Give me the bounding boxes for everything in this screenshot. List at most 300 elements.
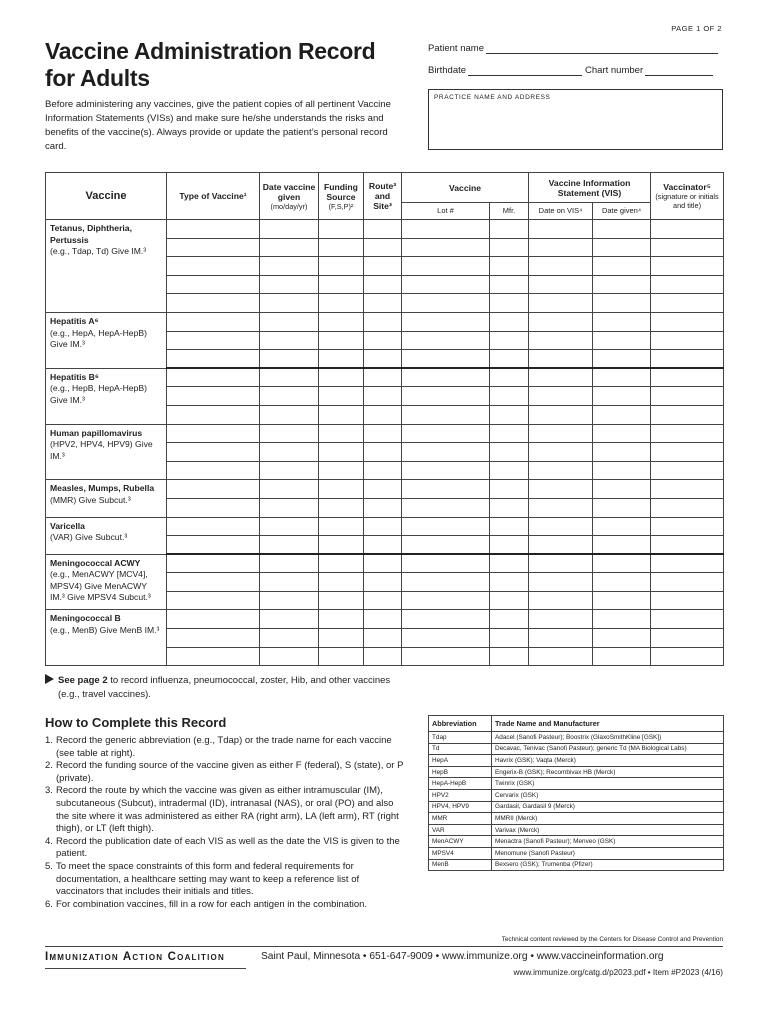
record-entry-cell[interactable]: [319, 610, 364, 629]
record-entry-cell[interactable]: [260, 610, 319, 629]
record-entry-cell[interactable]: [529, 312, 593, 331]
record-entry-cell[interactable]: [167, 647, 260, 666]
record-entry-cell[interactable]: [529, 350, 593, 369]
record-entry-cell[interactable]: [167, 443, 260, 462]
record-row: [46, 480, 724, 499]
abbr-code: VAR: [429, 824, 492, 836]
record-entry-cell[interactable]: [260, 461, 319, 480]
record-entry-cell[interactable]: [260, 387, 319, 406]
record-entry-cell[interactable]: [651, 424, 724, 443]
vaccine-name: Meningococcal B: [50, 613, 121, 624]
record-entry-cell[interactable]: [651, 573, 724, 592]
record-entry-cell[interactable]: [364, 331, 402, 350]
record-entry-cell[interactable]: [260, 405, 319, 424]
record-entry-cell[interactable]: [260, 312, 319, 331]
abbr-row: [429, 847, 724, 859]
record-entry-cell[interactable]: [593, 294, 651, 313]
step-number: 3.: [45, 785, 53, 797]
howto-step: [45, 760, 405, 785]
abbr-row: [429, 824, 724, 836]
record-entry-cell[interactable]: [260, 443, 319, 462]
record-entry-cell[interactable]: [167, 275, 260, 294]
record-entry-cell[interactable]: [364, 257, 402, 276]
record-entry-cell[interactable]: [364, 480, 402, 499]
footer-divider: [45, 946, 723, 947]
record-entry-cell[interactable]: [167, 461, 260, 480]
vaccine-name: Hepatitis B⁶: [50, 371, 99, 382]
record-entry-cell[interactable]: [402, 350, 490, 369]
record-entry-cell[interactable]: [260, 424, 319, 443]
record-entry-cell[interactable]: [364, 387, 402, 406]
record-entry-cell[interactable]: [319, 405, 364, 424]
record-entry-cell[interactable]: [651, 405, 724, 424]
vaccine-cell: [46, 220, 167, 313]
record-entry-cell[interactable]: [529, 257, 593, 276]
record-entry-cell[interactable]: [319, 517, 364, 536]
vaccine-cell: [46, 554, 167, 610]
howto-step: [45, 735, 405, 760]
abbr-row: [429, 789, 724, 801]
abbr-header-abbreviation: Abbreviation: [429, 716, 492, 732]
abbr-trade-name: MMRII (Merck): [492, 813, 724, 825]
record-entry-cell[interactable]: [651, 498, 724, 517]
record-row: [46, 312, 724, 331]
step-text: Record the funding source of the vaccine given as either F (federal), S (state), or P (private).: [56, 760, 404, 784]
record-entry-cell[interactable]: [593, 517, 651, 536]
record-entry-cell[interactable]: [593, 536, 651, 555]
vaccine-cell: [46, 517, 167, 554]
record-entry-cell[interactable]: [319, 257, 364, 276]
record-entry-cell[interactable]: [651, 220, 724, 239]
record-entry-cell[interactable]: [167, 405, 260, 424]
record-entry-cell[interactable]: [167, 312, 260, 331]
abbr-code: Td: [429, 743, 492, 755]
step-number: 6.: [45, 898, 53, 910]
step-text: Record the generic abbreviation (e.g., Tdap) or the trade name for each vaccine (see table at right).: [56, 735, 392, 759]
abbr-code: Tdap: [429, 732, 492, 744]
record-entry-cell[interactable]: [490, 220, 529, 239]
record-entry-cell[interactable]: [490, 517, 529, 536]
page-number: PAGE 1 OF 2: [671, 24, 722, 33]
record-entry-cell[interactable]: [319, 387, 364, 406]
record-entry-cell[interactable]: [593, 573, 651, 592]
record-entry-cell[interactable]: [529, 517, 593, 536]
record-entry-cell[interactable]: [529, 610, 593, 629]
record-entry-cell[interactable]: [593, 591, 651, 610]
record-entry-cell[interactable]: [651, 554, 724, 573]
record-entry-cell[interactable]: [490, 647, 529, 666]
record-entry-cell[interactable]: [167, 368, 260, 387]
header-date-on-vis: Date on VIS⁴: [529, 203, 593, 220]
record-entry-cell[interactable]: [319, 294, 364, 313]
vaccine-cell: [46, 312, 167, 368]
record-entry-cell[interactable]: [651, 350, 724, 369]
record-entry-cell[interactable]: [402, 387, 490, 406]
record-entry-cell[interactable]: [364, 350, 402, 369]
abbr-code: MenACWY: [429, 836, 492, 848]
record-entry-cell[interactable]: [529, 405, 593, 424]
abbr-code: MenB: [429, 859, 492, 871]
step-text: Record the publication date of each VIS as well as the date the VIS is given to the patient.: [56, 835, 400, 860]
record-entry-cell[interactable]: [490, 480, 529, 499]
record-entry-cell[interactable]: [593, 424, 651, 443]
record-entry-cell[interactable]: [529, 480, 593, 499]
record-entry-cell[interactable]: [319, 536, 364, 555]
chart-number-field[interactable]: [645, 64, 713, 76]
record-entry-cell[interactable]: [651, 629, 724, 648]
record-entry-cell[interactable]: [167, 331, 260, 350]
record-entry-cell[interactable]: [529, 275, 593, 294]
record-entry-cell[interactable]: [490, 424, 529, 443]
record-entry-cell[interactable]: [260, 591, 319, 610]
record-entry-cell[interactable]: [593, 647, 651, 666]
record-entry-cell[interactable]: [593, 257, 651, 276]
record-entry-cell[interactable]: [529, 629, 593, 648]
record-entry-cell[interactable]: [529, 461, 593, 480]
record-entry-cell[interactable]: [651, 610, 724, 629]
record-entry-cell[interactable]: [364, 405, 402, 424]
record-entry-cell[interactable]: [529, 536, 593, 555]
record-entry-cell[interactable]: [364, 498, 402, 517]
record-entry-cell[interactable]: [593, 405, 651, 424]
record-entry-cell[interactable]: [490, 461, 529, 480]
record-entry-cell[interactable]: [651, 461, 724, 480]
record-entry-cell[interactable]: [319, 424, 364, 443]
see-page-2-text: to record influenza, pneumococcal, zoster, Hib, and other vaccines: [110, 675, 391, 686]
record-entry-cell[interactable]: [167, 294, 260, 313]
record-entry-cell[interactable]: [319, 350, 364, 369]
vaccine-cell: [46, 480, 167, 517]
header-date-vis-given: Date given⁴: [593, 203, 651, 220]
record-entry-cell[interactable]: [490, 554, 529, 573]
record-entry-cell[interactable]: [260, 294, 319, 313]
vaccine-detail: (HPV2, HPV4, HPV9) Give IM.³: [50, 439, 153, 461]
record-entry-cell[interactable]: [260, 275, 319, 294]
record-entry-cell[interactable]: [319, 331, 364, 350]
record-entry-cell[interactable]: [651, 517, 724, 536]
step-number: 5.: [45, 860, 53, 872]
record-entry-cell[interactable]: [490, 591, 529, 610]
record-entry-cell[interactable]: [529, 573, 593, 592]
record-entry-cell[interactable]: [490, 312, 529, 331]
record-entry-cell[interactable]: [364, 610, 402, 629]
record-entry-cell[interactable]: [319, 238, 364, 257]
record-entry-cell[interactable]: [364, 443, 402, 462]
record-entry-cell[interactable]: [651, 312, 724, 331]
record-entry-cell[interactable]: [167, 536, 260, 555]
vaccine-record-table: [45, 172, 724, 666]
record-entry-cell[interactable]: [593, 331, 651, 350]
record-entry-cell[interactable]: [364, 294, 402, 313]
record-entry-cell[interactable]: [260, 480, 319, 499]
record-entry-cell[interactable]: [260, 647, 319, 666]
record-entry-cell[interactable]: [593, 312, 651, 331]
abbr-code: HepA: [429, 755, 492, 767]
header-vis-group: Vaccine Information Statement (VIS): [529, 173, 651, 203]
record-entry-cell[interactable]: [593, 461, 651, 480]
header-vaccine-group: Vaccine: [402, 173, 529, 203]
record-entry-cell[interactable]: [651, 591, 724, 610]
record-row: [46, 610, 724, 629]
record-entry-cell[interactable]: [260, 331, 319, 350]
record-entry-cell[interactable]: [319, 220, 364, 239]
record-entry-cell[interactable]: [593, 275, 651, 294]
title-line-2: for Adults: [45, 65, 150, 91]
record-entry-cell[interactable]: [167, 350, 260, 369]
record-entry-cell[interactable]: [364, 536, 402, 555]
header-date-note: (mo/day/yr): [270, 201, 308, 211]
record-entry-cell[interactable]: [402, 517, 490, 536]
record-entry-cell[interactable]: [593, 629, 651, 648]
record-entry-cell[interactable]: [490, 610, 529, 629]
record-entry-cell[interactable]: [364, 591, 402, 610]
header-route-site: Route³ and Site³: [364, 173, 402, 220]
record-entry-cell[interactable]: [651, 275, 724, 294]
record-entry-cell[interactable]: [593, 480, 651, 499]
record-entry-cell[interactable]: [167, 629, 260, 648]
record-entry-cell[interactable]: [490, 387, 529, 406]
step-text: To meet the space constraints of this form and federal requirements for documentation, a healthcare setting may want to keep a reference list of vaccinators that includes their initials and titles.: [56, 860, 360, 898]
record-entry-cell[interactable]: [593, 554, 651, 573]
abbr-trade-name: Decavac, Tenivac (Sanofi Pasteur); generic Td (MA Biological Labs): [492, 743, 724, 755]
record-entry-cell[interactable]: [593, 498, 651, 517]
abbr-trade-name: Menactra (Sanofi Pasteur); Menveo (GSK): [492, 836, 724, 848]
record-entry-cell[interactable]: [167, 238, 260, 257]
record-entry-cell[interactable]: [651, 294, 724, 313]
record-entry-cell[interactable]: [402, 312, 490, 331]
abbr-trade-name: Havrix (GSK); Vaqta (Merck): [492, 755, 724, 767]
record-entry-cell[interactable]: [319, 554, 364, 573]
record-entry-cell[interactable]: [260, 220, 319, 239]
howto-step: [45, 861, 405, 899]
record-entry-cell[interactable]: [593, 220, 651, 239]
record-entry-cell[interactable]: [593, 387, 651, 406]
record-entry-cell[interactable]: [319, 461, 364, 480]
record-entry-cell[interactable]: [651, 368, 724, 387]
abbr-row: [429, 766, 724, 778]
record-entry-cell[interactable]: [593, 238, 651, 257]
record-entry-cell[interactable]: [529, 591, 593, 610]
record-entry-cell[interactable]: [319, 443, 364, 462]
record-entry-cell[interactable]: [402, 238, 490, 257]
abbr-code: HepA-HepB: [429, 778, 492, 790]
record-row: [46, 517, 724, 536]
record-entry-cell[interactable]: [319, 480, 364, 499]
see-page-2-bold: See page 2: [58, 675, 108, 686]
record-entry-cell[interactable]: [490, 294, 529, 313]
patient-name-field[interactable]: [486, 42, 718, 54]
howto-step: [45, 836, 405, 861]
record-entry-cell[interactable]: [364, 312, 402, 331]
record-entry-cell[interactable]: [529, 387, 593, 406]
record-entry-cell[interactable]: [364, 220, 402, 239]
record-entry-cell[interactable]: [593, 350, 651, 369]
record-entry-cell[interactable]: [402, 275, 490, 294]
record-entry-cell[interactable]: [260, 257, 319, 276]
abbr-code: MMR: [429, 813, 492, 825]
record-entry-cell[interactable]: [364, 573, 402, 592]
record-entry-cell[interactable]: [490, 331, 529, 350]
abbr-row: [429, 732, 724, 744]
record-entry-cell[interactable]: [651, 387, 724, 406]
record-entry-cell[interactable]: [319, 498, 364, 517]
record-entry-cell[interactable]: [364, 517, 402, 536]
record-entry-cell[interactable]: [167, 573, 260, 592]
abbr-trade-name: Varivax (Merck): [492, 824, 724, 836]
header-funding-note: (F,S,P)²: [328, 201, 354, 211]
record-entry-cell[interactable]: [651, 480, 724, 499]
record-entry-cell[interactable]: [402, 368, 490, 387]
record-entry-cell[interactable]: [364, 629, 402, 648]
record-entry-cell[interactable]: [167, 591, 260, 610]
record-entry-cell[interactable]: [490, 405, 529, 424]
record-entry-cell[interactable]: [167, 220, 260, 239]
record-entry-cell[interactable]: [490, 257, 529, 276]
vaccine-cell: [46, 610, 167, 666]
howto-step: [45, 899, 405, 912]
record-entry-cell[interactable]: [260, 498, 319, 517]
record-entry-cell[interactable]: [651, 647, 724, 666]
record-entry-cell[interactable]: [490, 275, 529, 294]
record-entry-cell[interactable]: [490, 629, 529, 648]
record-entry-cell[interactable]: [260, 573, 319, 592]
record-entry-cell[interactable]: [167, 480, 260, 499]
vaccine-detail: (MMR) Give Subcut.³: [50, 494, 131, 505]
record-entry-cell[interactable]: [167, 517, 260, 536]
record-entry-cell[interactable]: [490, 350, 529, 369]
record-entry-cell[interactable]: [402, 629, 490, 648]
record-entry-cell[interactable]: [593, 443, 651, 462]
record-entry-cell[interactable]: [319, 573, 364, 592]
record-entry-cell[interactable]: [402, 536, 490, 555]
header-date-given: Date vaccine given (mo/day/yr): [260, 173, 319, 220]
record-entry-cell[interactable]: [402, 461, 490, 480]
vaccine-cell: [46, 368, 167, 424]
header-type-of-vaccine: Type of Vaccine¹: [167, 173, 260, 220]
record-entry-cell[interactable]: [490, 498, 529, 517]
catalog-info: www.immunize.org/catg.d/p2023.pdf • Item #P2023 (4/16): [513, 968, 723, 977]
record-entry-cell[interactable]: [167, 387, 260, 406]
record-entry-cell[interactable]: [651, 443, 724, 462]
record-entry-cell[interactable]: [364, 368, 402, 387]
record-entry-cell[interactable]: [490, 443, 529, 462]
record-entry-cell[interactable]: [402, 591, 490, 610]
abbr-header-trade: Trade Name and Manufacturer: [492, 716, 724, 732]
record-entry-cell[interactable]: [260, 629, 319, 648]
record-entry-cell[interactable]: [167, 498, 260, 517]
record-entry-cell[interactable]: [529, 498, 593, 517]
record-entry-cell[interactable]: [490, 238, 529, 257]
vaccine-detail: (e.g., MenB) Give MenB IM.³: [50, 625, 160, 636]
record-entry-cell[interactable]: [529, 331, 593, 350]
abbreviation-table: [428, 715, 724, 871]
record-entry-cell[interactable]: [167, 610, 260, 629]
record-entry-cell[interactable]: [402, 331, 490, 350]
practice-name-address-box[interactable]: [428, 89, 723, 150]
record-entry-cell[interactable]: [167, 554, 260, 573]
record-entry-cell[interactable]: [402, 257, 490, 276]
record-entry-cell[interactable]: [260, 238, 319, 257]
record-row: [46, 220, 724, 239]
record-entry-cell[interactable]: [364, 461, 402, 480]
record-entry-cell[interactable]: [529, 368, 593, 387]
record-entry-cell[interactable]: [402, 647, 490, 666]
record-entry-cell[interactable]: [319, 647, 364, 666]
record-entry-cell[interactable]: [529, 424, 593, 443]
record-entry-cell[interactable]: [593, 610, 651, 629]
record-entry-cell[interactable]: [651, 238, 724, 257]
record-entry-cell[interactable]: [402, 294, 490, 313]
birthdate-label: Birthdate: [428, 65, 467, 76]
vaccine-name: Tetanus, Diphtheria, Pertussis: [50, 223, 132, 245]
record-entry-cell[interactable]: [364, 647, 402, 666]
abbr-code: HPV4, HPV9: [429, 801, 492, 813]
record-entry-cell[interactable]: [402, 424, 490, 443]
record-entry-cell[interactable]: [402, 480, 490, 499]
step-number: 2.: [45, 760, 53, 772]
record-entry-cell[interactable]: [529, 554, 593, 573]
record-entry-cell[interactable]: [402, 220, 490, 239]
record-entry-cell[interactable]: [319, 591, 364, 610]
record-entry-cell[interactable]: [529, 238, 593, 257]
howto-step: [45, 785, 405, 835]
record-entry-cell[interactable]: [651, 331, 724, 350]
record-entry-cell[interactable]: [651, 257, 724, 276]
record-entry-cell[interactable]: [260, 517, 319, 536]
record-entry-cell[interactable]: [364, 238, 402, 257]
record-entry-cell[interactable]: [529, 443, 593, 462]
howto-title: How to Complete this Record: [45, 715, 227, 730]
organization-underline: [45, 968, 246, 969]
record-entry-cell[interactable]: [402, 405, 490, 424]
vaccine-name: Varicella: [50, 520, 85, 531]
record-entry-cell[interactable]: [402, 573, 490, 592]
see-page-2-note: [45, 674, 405, 702]
record-entry-cell[interactable]: [260, 536, 319, 555]
record-entry-cell[interactable]: [260, 554, 319, 573]
record-entry-cell[interactable]: [402, 554, 490, 573]
abbr-trade-name: Menomune (Sanofi Pasteur): [492, 847, 724, 859]
record-entry-cell[interactable]: [529, 294, 593, 313]
record-entry-cell[interactable]: [319, 275, 364, 294]
record-entry-cell[interactable]: [490, 573, 529, 592]
record-row: [46, 424, 724, 443]
vaccine-name: Measles, Mumps, Rubella: [50, 483, 155, 494]
record-entry-cell[interactable]: [260, 368, 319, 387]
record-entry-cell[interactable]: [364, 554, 402, 573]
record-entry-cell[interactable]: [364, 275, 402, 294]
record-entry-cell[interactable]: [651, 536, 724, 555]
record-entry-cell[interactable]: [364, 424, 402, 443]
record-entry-cell[interactable]: [319, 312, 364, 331]
record-entry-cell[interactable]: [593, 368, 651, 387]
record-entry-cell[interactable]: [529, 647, 593, 666]
record-entry-cell[interactable]: [402, 443, 490, 462]
record-entry-cell[interactable]: [490, 536, 529, 555]
record-entry-cell[interactable]: [402, 498, 490, 517]
record-entry-cell[interactable]: [490, 368, 529, 387]
record-entry-cell[interactable]: [529, 220, 593, 239]
record-entry-cell[interactable]: [319, 629, 364, 648]
birthdate-row: [428, 64, 713, 76]
birthdate-field[interactable]: [468, 64, 582, 76]
record-entry-cell[interactable]: [167, 257, 260, 276]
record-entry-cell[interactable]: [402, 610, 490, 629]
record-entry-cell[interactable]: [319, 368, 364, 387]
record-entry-cell[interactable]: [260, 350, 319, 369]
record-entry-cell[interactable]: [167, 424, 260, 443]
header-mfr: Mfr.: [490, 203, 529, 220]
